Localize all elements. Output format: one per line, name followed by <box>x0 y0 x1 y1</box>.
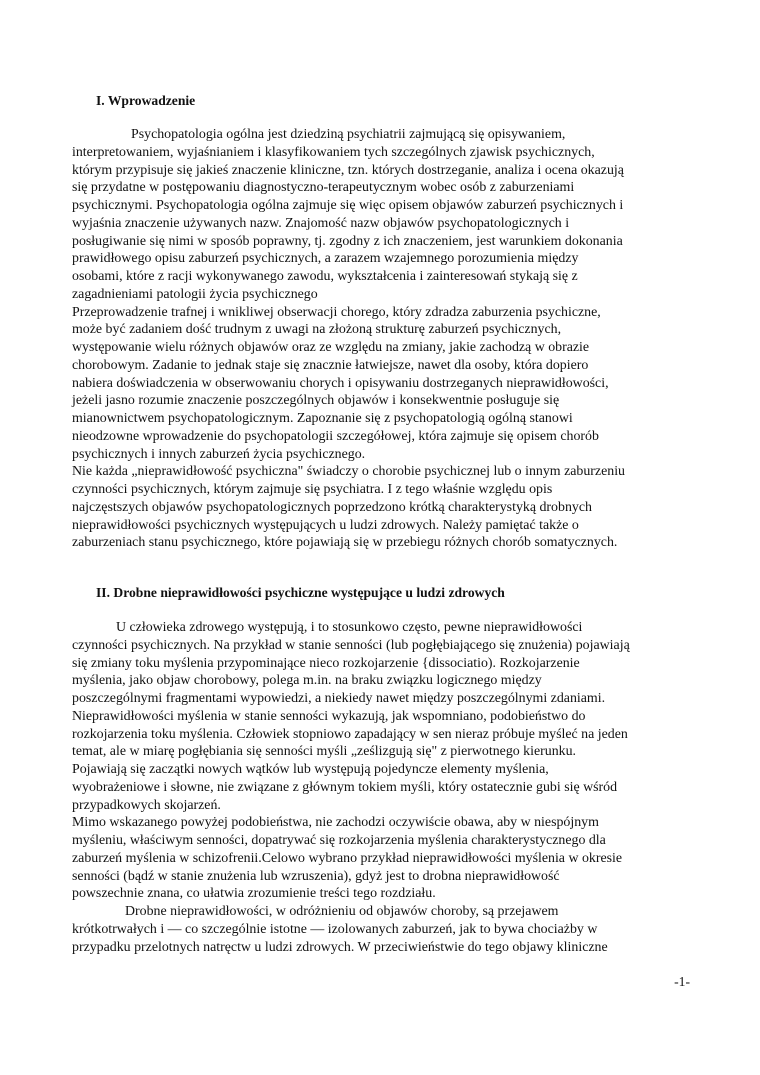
section-1-heading: I. Wprowadzenie <box>96 93 196 108</box>
text-line: się przydatne w postępowaniu diagnostyczno-terapeutycznym wobec osób z zaburzeniami <box>72 180 575 196</box>
text-line: Nie każda „nieprawidłowość psychiczna" świadczy o chorobie psychicznej lub o innym zaburzeniu <box>72 464 625 480</box>
text-line: którym przypisuje się jakieś znaczenie kliniczne, tzn. których dostrzeganie, analiza i ocena okazują <box>72 162 624 178</box>
text-line: psychicznymi. Psychopatologia ogólna zajmuje się więc opisem objawów zaburzeń psychicznych i <box>72 198 624 213</box>
text-line: Psychopatologia ogólna jest dziedziną psychiatrii zajmującą się opisywaniem, <box>131 127 566 142</box>
text-line: prawidłowego opisu zaburzeń psychicznych, a zarazem wzajemnego porozumienia między <box>72 251 579 267</box>
page-number: -1- <box>674 974 690 989</box>
text-line: nieodzowne wprowadzenie do psychopatologii szczegółowej, która zajmuje się opisem chorób <box>72 428 599 444</box>
text-line: Drobne nieprawidłowości, w odróżnieniu od objawów choroby, są przejawem <box>125 904 559 919</box>
text-line: zaburzeń myślenia w schizofrenii.Celowo wybrano przykład nieprawidłowości myślenia w okresie <box>72 850 623 866</box>
text-line: mianownictwem psychopatologicznym. Zapoznanie się z psychopatologią ogólną stanowi <box>72 411 573 426</box>
text-line: interpretowaniem, wyjaśnianiem i klasyfikowaniem tych szczególnych zjawisk psychicznych, <box>72 144 595 160</box>
text-line: się zmiany toku myślenia przypominające nieco rozkojarzenie {dissociatio). Rozkojarzenie <box>72 655 580 671</box>
text-line: jeżeli jasno rozumie znaczenie poszczególnych objawów i konsekwentnie posługuje się <box>72 393 560 409</box>
text-line: wyjaśnia znaczenie używanych nazw. Znajomość nazw objawów psychopatologicznych i <box>72 215 570 231</box>
text-line: nabiera doświadczenia w obserwowaniu chorych i opisywaniu dostrzeganych nieprawidłowości, <box>72 375 609 391</box>
text-line: powszechnie znana, co ułatwia zrozumienie treści tego rozdziału. <box>72 886 436 902</box>
text-line: rozkojarzenia toku myślenia. Człowiek stopniowo zapadający w sen nieraz próbuje myśleć na jeden <box>72 726 628 742</box>
text-line: myślenia, jako objaw chorobowy, polega m.in. na braku związku logicznego między <box>72 673 542 689</box>
text-line: występowanie wielu różnych objawów oraz ze względu na zmiany, jakie zachodzą w obrazie <box>72 340 590 355</box>
text-line: temat, ale w miarę pogłębiania się senności myśli „ześlizgują się" z pierwotnego kierunku. <box>72 744 577 760</box>
text-line: Mimo wskazanego powyżej podobieństwa, nie zachodzi oczywiście obawa, aby w niespójnym <box>72 815 599 831</box>
text-line: przypadku przelotnych natręctw u ludzi zdrowych. W przeciwieństwie do tego objawy kliniczne <box>72 939 608 955</box>
text-line: U człowieka zdrowego występują, i to stosunkowo często, pewne nieprawidłowości <box>116 620 583 635</box>
text-line: może być zadaniem dość trudnym z uwagi na złożoną strukturę zaburzeń psychicznych, <box>72 322 562 338</box>
text-line: Pojawiają się zaczątki nowych wątków lub występują pojedyncze elementy myślenia, <box>72 762 549 777</box>
text-line: chorobowym. Zadanie to jednak staje się znacznie łatwiejsze, nawet dla osoby, która dopiero <box>72 357 589 373</box>
section-2-body <box>72 619 692 956</box>
text-line: nieprawidłowości psychicznych występujących u ludzi zdrowych. Należy pamiętać także o <box>72 517 579 533</box>
section-2-heading: II. Drobne nieprawidłowości psychiczne występujące u ludzi zdrowych <box>96 585 505 600</box>
text-line: czynności psychicznych. Na przykład w stanie senności (lub pogłębiającego się znużenia) pojawiają <box>72 637 630 653</box>
section-1-body <box>72 126 692 552</box>
text-line: przypadkowych skojarzeń. <box>72 797 221 813</box>
text-line: zagadnieniami patologii życia psychicznego <box>72 286 318 302</box>
text-line: wyobrażeniowe i słowne, nie związane z głównym tokiem myśli, który ostatecznie gubi się wśród <box>72 779 618 795</box>
text-line: senności (bądź w stanie znużenia lub wzruszenia), gdyż jest to drobna nieprawidłowość <box>72 868 560 884</box>
text-line: krótkotrwałych i — co szczególnie istotne — izolowanych zaburzeń, jak to bywa chociażby w <box>72 921 598 937</box>
text-line: Przeprowadzenie trafnej i wnikliwej obserwacji chorego, który zdradza zaburzenia psychiczne, <box>72 304 601 320</box>
text-line: Nieprawidłowości myślenia w stanie senności wykazują, jak wspomniano, podobieństwo do <box>72 708 586 724</box>
text-line: psychicznych i innych zaburzeń życia psychicznego. <box>72 446 366 462</box>
text-line: zaburzeniach stanu psychicznego, które pojawiają się w przebiegu różnych chorób somatycznych. <box>72 535 618 551</box>
text-line: czynności psychicznych, którym zajmuje się psychiatra. I z tego właśnie względu opis <box>72 482 553 497</box>
text-line: poszczególnymi fragmentami wypowiedzi, a niekiedy nawet między poszczególnymi zdaniami. <box>72 691 606 706</box>
text-line: najczęstszych objawów psychopatologicznych poprzedzono krótką charakterystyką drobnych <box>72 499 592 515</box>
text-line: posługiwanie się nimi w sposób poprawny, tj. zgodny z ich znaczeniem, jest warunkiem dokonania <box>72 233 623 249</box>
text-line: myśleniu, właściwym senności, dopatrywać się rozkojarzenia myślenia charakterystycznego dla <box>72 833 606 848</box>
text-line: osobami, które z racji wykonywanego zawodu, wykształcenia i zainteresowań stykają się z <box>72 269 578 284</box>
